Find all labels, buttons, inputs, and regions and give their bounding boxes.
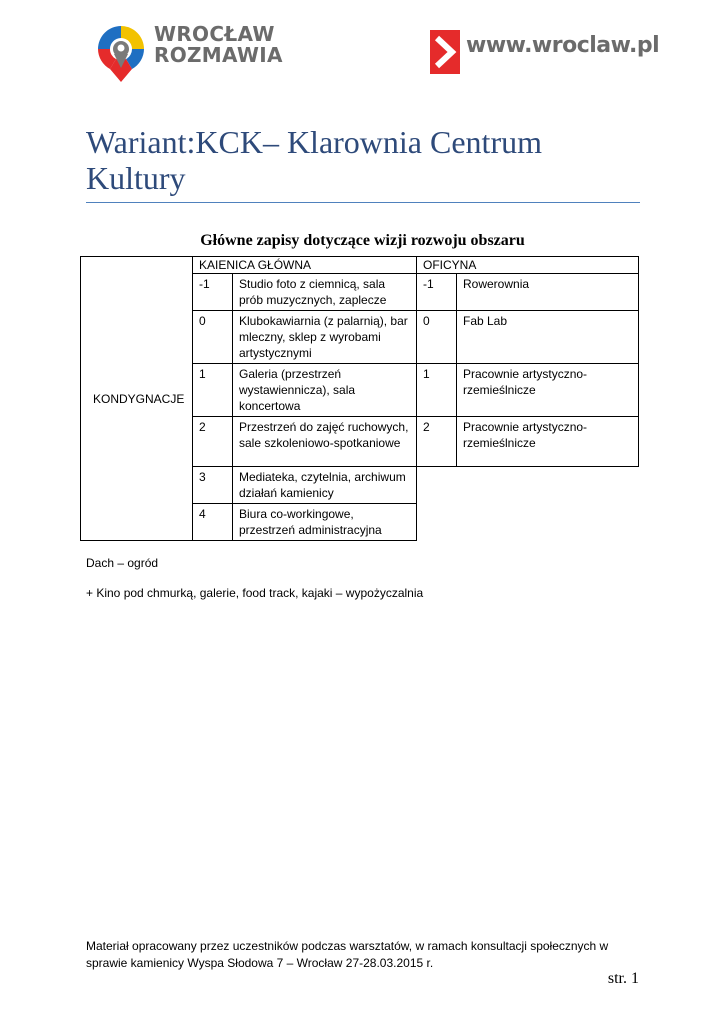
logo-line-1: WROCŁAW [154, 22, 275, 46]
empty-cell [417, 467, 639, 504]
column-header-main: KAIENICA GŁÓWNA [193, 257, 417, 274]
footer-note: Materiał opracowany przez uczestników podczas warsztatów, w ramach konsultacji społecznych w sprawie kamienicy Wyspa Słodowa 7 – Wrocław 27-28.03.2015 r. [86, 939, 609, 970]
main-description: Galeria (przestrzeń wystawiennicza), sala koncertowa [233, 364, 417, 417]
main-level: 2 [193, 417, 233, 467]
annex-level: -1 [417, 274, 457, 311]
table-header-row [81, 257, 639, 274]
main-level: -1 [193, 274, 233, 311]
main-description: Biura co-workingowe, przestrzeń administracyjna [233, 504, 417, 541]
roof-note: Dach – ogród [86, 556, 159, 570]
website-url: www.wroclaw.pl [466, 33, 660, 58]
document-title: Wariant:KCK– Klarownia Centrum Kultury [86, 124, 542, 196]
empty-cell [417, 504, 639, 541]
row-label-cell [81, 257, 193, 541]
title-divider [86, 202, 640, 203]
section-heading: Główne zapisy dotyczące wizji rozwoju obszaru [200, 232, 525, 249]
logo-line-2: ROZMAWIA [154, 43, 283, 67]
extra-note: + Kino pod chmurką, galerie, food track, kajaki – wypożyczalnia [86, 586, 424, 600]
main-description: Klubokawiarnia (z palarnią), bar mleczny, sklep z wyrobami artystycznymi [233, 311, 417, 364]
main-level: 0 [193, 311, 233, 364]
row-label: KONDYGNACJE [93, 391, 185, 406]
main-description: Mediateka, czytelnia, archiwum działań kamienicy [233, 467, 417, 504]
annex-description: Rowerownia [457, 274, 639, 311]
annex-description: Pracownie artystyczno-rzemieślnicze [457, 417, 639, 467]
floors-table [80, 256, 639, 541]
annex-description: Fab Lab [457, 311, 639, 364]
main-description: Przestrzeń do zajęć ruchowych, sale szkoleniowo-spotkaniowe [233, 417, 417, 467]
column-header-annex: OFICYNA [417, 257, 639, 274]
wroclaw-pl-logo [430, 30, 660, 76]
annex-description: Pracownie artystyczno-rzemieślnicze [457, 364, 639, 417]
chevron-logo-icon [430, 30, 460, 74]
main-description: Studio foto z ciemnicą, sala prób muzycznych, zaplecze [233, 274, 417, 311]
main-level: 1 [193, 364, 233, 417]
annex-level: 2 [417, 417, 457, 467]
annex-level: 0 [417, 311, 457, 364]
main-level: 4 [193, 504, 233, 541]
annex-level: 1 [417, 364, 457, 417]
page-number: str. 1 [607, 970, 639, 987]
wroclaw-rozmawia-logo [92, 22, 283, 84]
map-pin-icon [92, 22, 150, 84]
main-level: 3 [193, 467, 233, 504]
